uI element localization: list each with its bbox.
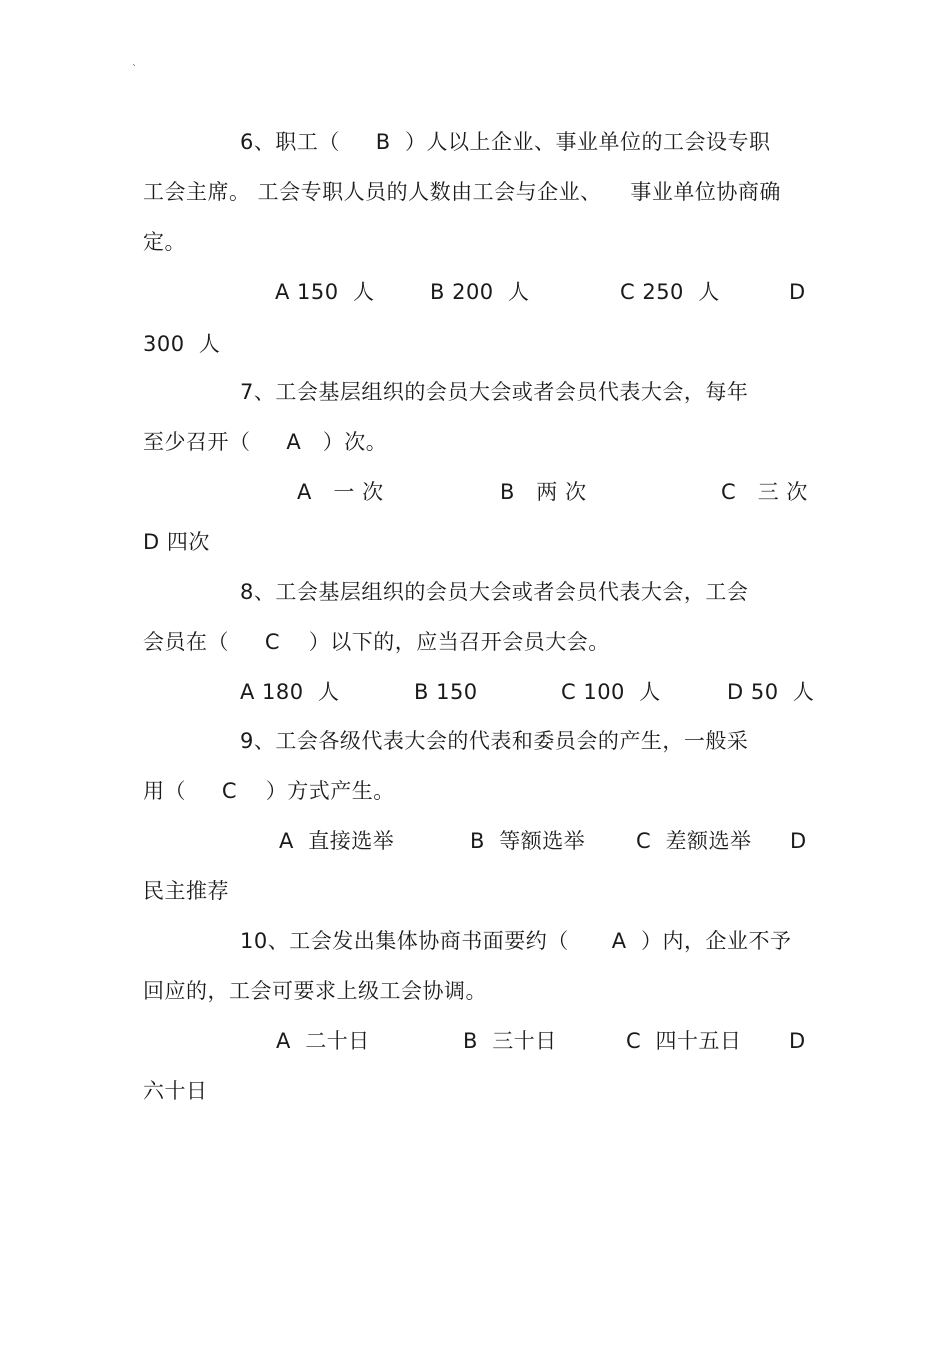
question-6-line-1: 6、职工（ B ）人以上企业、事业单位的工会设专职 bbox=[240, 130, 771, 154]
question-8-option-c: C 100 人 bbox=[561, 680, 661, 704]
question-10-line-1: 10、工会发出集体协商书面要约（ A ）内，企业不予 bbox=[240, 929, 792, 953]
question-7-line-2: 至少召开（ A ）次。 bbox=[143, 430, 388, 454]
question-10-option-a: A 二十日 bbox=[276, 1029, 370, 1053]
question-8-line-1: 8、工会基层组织的会员大会或者会员代表大会，工会 bbox=[240, 580, 749, 604]
question-7-option-d: D 四次 bbox=[143, 530, 210, 554]
question-8-option-a: A 180 人 bbox=[240, 680, 340, 704]
question-6-option-d: D bbox=[789, 280, 806, 304]
question-7-option-b: B 两 次 bbox=[500, 480, 587, 504]
question-6-line-3: 定。 bbox=[143, 230, 186, 254]
question-6-line-2: 工会主席。 工会专职人员的人数由工会与企业、 事业单位协商确 bbox=[143, 180, 781, 204]
question-9-option-d-text: 民主推荐 bbox=[143, 879, 229, 903]
question-9-line-1: 9、工会各级代表大会的代表和委员会的产生，一般采 bbox=[240, 729, 749, 753]
question-7-option-a: A 一 次 bbox=[297, 480, 384, 504]
question-7-option-c: C 三 次 bbox=[721, 480, 808, 504]
question-8-line-2: 会员在（ C ）以下的，应当召开会员大会。 bbox=[143, 630, 610, 654]
question-9-option-b: B 等额选举 bbox=[470, 829, 586, 853]
question-10-line-2: 回应的，工会可要求上级工会协调。 bbox=[143, 979, 487, 1003]
question-10-option-d: D bbox=[789, 1029, 806, 1053]
question-6-option-a: A 150 人 bbox=[275, 280, 375, 304]
question-6-option-d-text: 300 人 bbox=[143, 332, 221, 356]
question-6-option-b: B 200 人 bbox=[430, 280, 530, 304]
question-8-option-d: D 50 人 bbox=[727, 680, 815, 704]
question-9-line-2: 用（ C ）方式产生。 bbox=[143, 779, 395, 803]
question-9-option-a: A 直接选举 bbox=[279, 829, 395, 853]
question-7-line-1: 7、工会基层组织的会员大会或者会员代表大会，每年 bbox=[240, 380, 749, 404]
question-9-option-d: D bbox=[790, 829, 807, 853]
page-mark: ` bbox=[132, 64, 137, 75]
question-8-option-b: B 150 bbox=[414, 680, 478, 704]
question-10-option-d-text: 六十日 bbox=[143, 1079, 208, 1103]
question-6-option-c: C 250 人 bbox=[620, 280, 720, 304]
question-9-option-c: C 差额选举 bbox=[636, 829, 752, 853]
question-10-option-b: B 三十日 bbox=[463, 1029, 557, 1053]
question-10-option-c: C 四十五日 bbox=[626, 1029, 742, 1053]
